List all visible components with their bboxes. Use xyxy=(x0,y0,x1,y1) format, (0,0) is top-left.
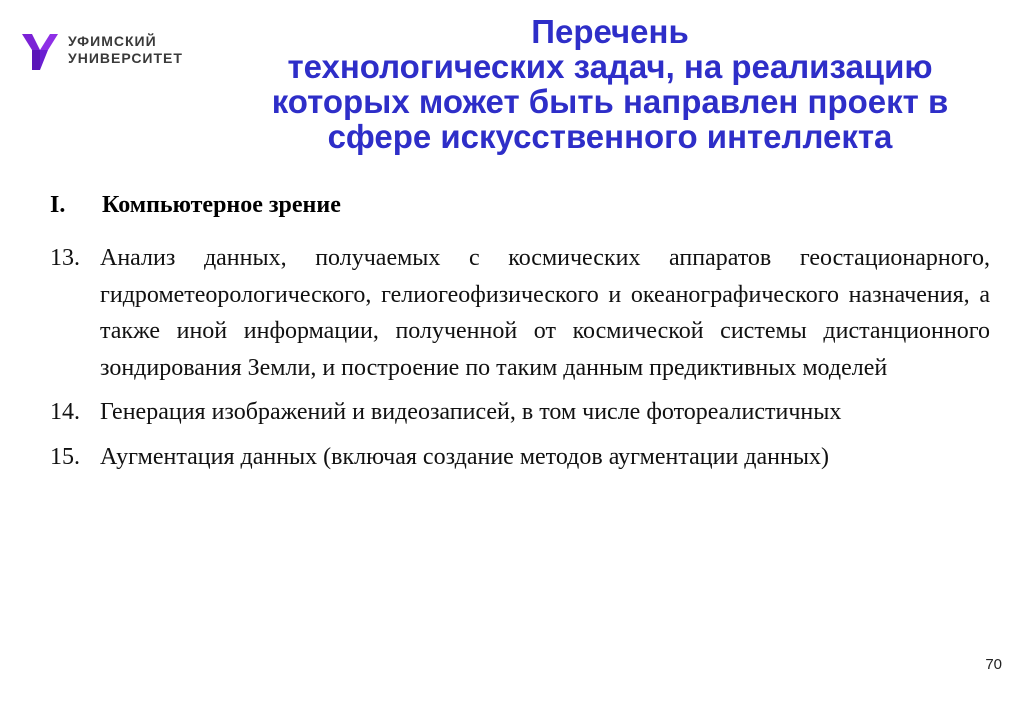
item-number: 15. xyxy=(50,443,80,470)
section-number: I. xyxy=(50,192,66,218)
item-text: Аугментация данных (включая создание методов аугментации данных) xyxy=(100,443,829,470)
university-logo xyxy=(20,28,183,72)
section-label: Компьютерное зрение xyxy=(102,192,341,218)
task-list xyxy=(50,240,990,483)
item-number: 14. xyxy=(50,399,80,425)
title-line-1: Перечень xyxy=(531,13,689,50)
list-item xyxy=(50,394,990,431)
logo-line-1: УФИМСКИЙ xyxy=(68,33,157,49)
logo-line-2: УНИВЕРСИТЕТ xyxy=(68,50,183,66)
title-line-2: технологических задач, на реализацию xyxy=(287,48,933,85)
university-logo-icon xyxy=(20,28,60,72)
logo-wordmark xyxy=(68,33,183,67)
list-item xyxy=(50,240,990,386)
title-line-4: сфере искусственного интеллекта xyxy=(327,118,893,155)
section-heading xyxy=(50,192,341,219)
item-text: Анализ данных, получаемых с космических аппаратов геостационарного, гидрометеорологического, гелиогеофизического и океанографического назначения, а также иной информации, полученной от космической системы дистанционного зондирования Земли, и построение по таким данным предиктивных моделей xyxy=(100,245,990,381)
list-item xyxy=(50,439,990,476)
item-text: Генерация изображений и видеозаписей, в том числе фотореалистичных xyxy=(100,399,842,425)
title-line-3: которых может быть направлен проект в xyxy=(271,83,949,120)
page-number: 70 xyxy=(985,656,1002,673)
slide-title xyxy=(195,14,1024,154)
item-number: 13. xyxy=(50,245,80,271)
